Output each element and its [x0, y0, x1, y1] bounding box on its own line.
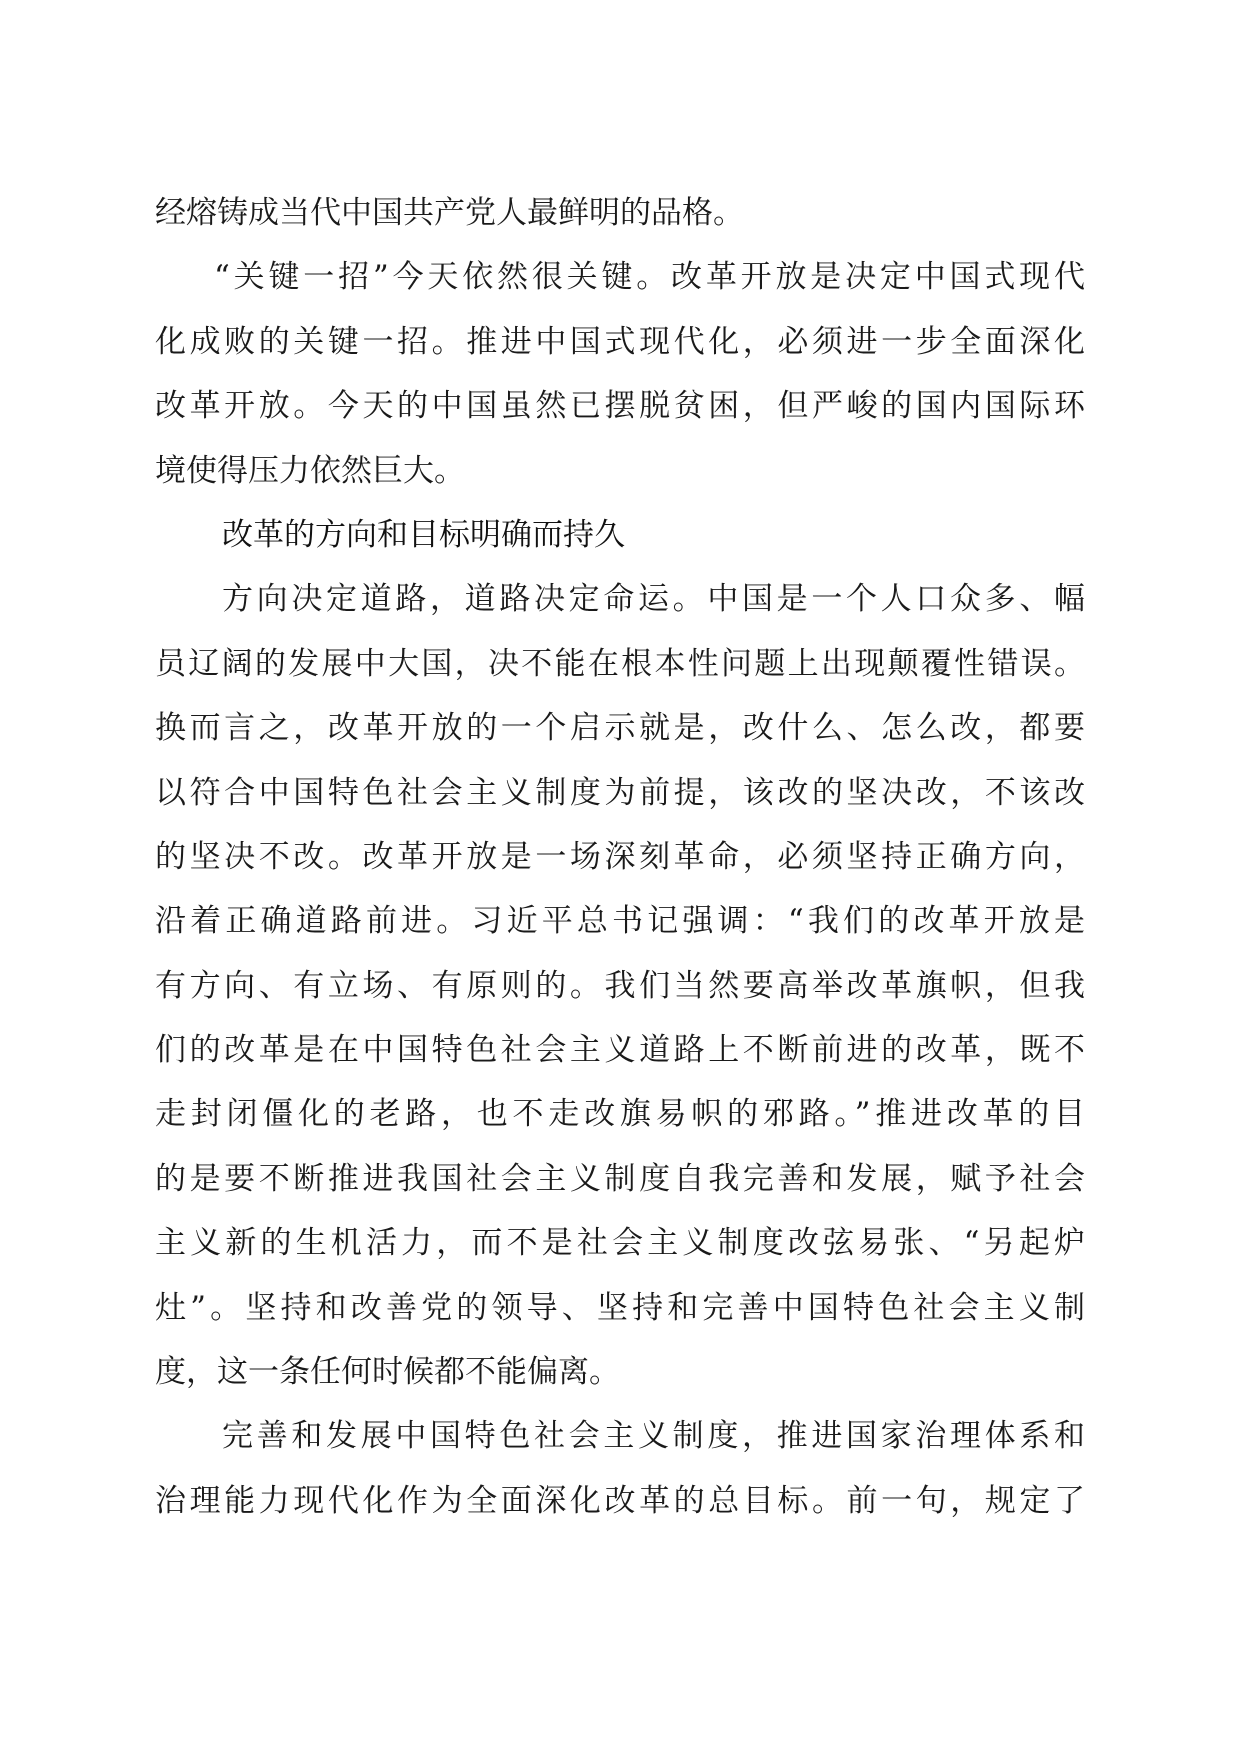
paragraph-line: 们的改革是在中国特色社会主义道路上不断前进的改革，既不	[155, 1032, 1085, 1069]
paragraph-line: 经熔铸成当代中国共产党人最鲜明的品格。	[155, 195, 744, 231]
section-heading: 改革的方向和目标明确而持久	[222, 516, 625, 553]
document-body	[155, 181, 1085, 1533]
paragraph-line: 走封闭僵化的老路，也不走改旗易帜的邪路。”推进改革的目	[155, 1096, 1085, 1133]
paragraph-line: 治理能力现代化作为全面深化改革的总目标。前一句，规定了	[155, 1482, 1085, 1519]
paragraph-line: 改革开放。今天的中国虽然已摆脱贫困，但严峻的国内国际环	[155, 388, 1085, 425]
paragraph-line: 沿着正确道路前进。习近平总书记强调：“我们的改革开放是	[155, 903, 1085, 940]
paragraph-line: 度，这一条任何时候都不能偏离。	[155, 1354, 620, 1391]
paragraph-line: 换而言之，改革开放的一个启示就是，改什么、怎么改，都要	[155, 710, 1085, 747]
paragraph-line: 方向决定道路，道路决定命运。中国是一个人口众多、幅	[222, 581, 1085, 618]
paragraph-line: 完善和发展中国特色社会主义制度，推进国家治理体系和	[222, 1418, 1085, 1455]
paragraph-line: “关键一招”今天依然很关键。改革开放是决定中国式现代	[214, 259, 1085, 296]
paragraph-line: 的是要不断推进我国社会主义制度自我完善和发展，赋予社会	[155, 1160, 1085, 1197]
paragraph-line: 化成败的关键一招。推进中国式现代化，必须进一步全面深化	[155, 323, 1085, 360]
paragraph-line: 主义新的生机活力，而不是社会主义制度改弦易张、“另起炉	[155, 1225, 1085, 1262]
paragraph-line: 以符合中国特色社会主义制度为前提，该改的坚决改，不该改	[155, 774, 1085, 811]
paragraph-line: 的坚决不改。改革开放是一场深刻革命，必须坚持正确方向，	[155, 838, 1085, 875]
paragraph-line: 有方向、有立场、有原则的。我们当然要高举改革旗帜，但我	[155, 967, 1085, 1004]
paragraph-line: 员辽阔的发展中大国，决不能在根本性问题上出现颠覆性错误。	[155, 645, 1085, 682]
paragraph-line: 境使得压力依然巨大。	[155, 452, 465, 489]
paragraph-line: 灶”。坚持和改善党的领导、坚持和完善中国特色社会主义制	[155, 1289, 1085, 1326]
